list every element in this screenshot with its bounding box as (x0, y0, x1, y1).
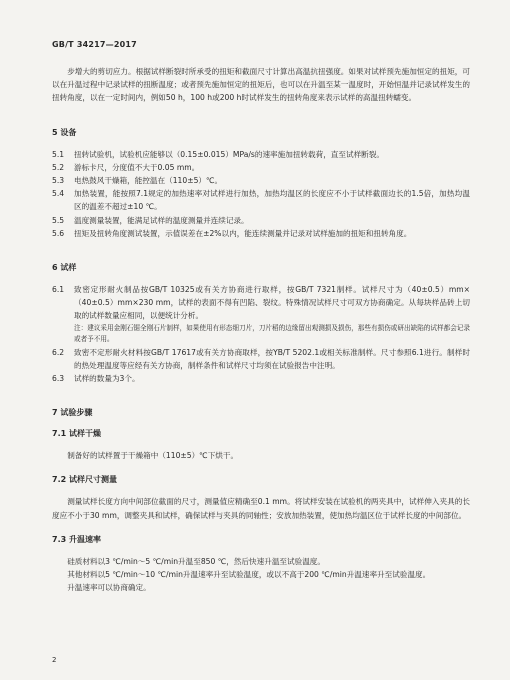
clause-7-3-heading: 7.3 升温速率 (52, 534, 101, 544)
note-6-1: 注：建议采用金刚石锯全刚石片制样，如果使用有形态细刀片，刀片稻的边缘留出观测损及损伤，那些有损伤或研出缺陷的试样都会记录或者予不用。 (74, 323, 470, 344)
clause-7-3-line-2: 其他材料以5 ℃/min～10 ℃/min升温速率升至试验温度，或以不高于200 ℃/min升温速率升至试验温度。 (67, 570, 431, 580)
clause-6-1: 6.1 致密定形耐火制品按GB/T 10325或有关方协商进行取样，按GB/T 7321制样。试样尺寸为（40±0.5）mm×（40±0.5）mm×230 mm，试样的表面不得有凹陷、裂纹。特殊情况试样尺寸可双方协商确定。从每块样品砖上切取的试样数量应相同，以便统计分析。 (52, 285, 470, 321)
standard-header: GB/T 34217—2017 (52, 40, 137, 49)
clause-6-2: 6.2 致密不定形耐火材料按GB/T 17617或有关方协商取样，按YB/T 5202.1或相关标准制样。尺寸参照6.1进行。制样时的热处理温度等应经有关方协商，制样条件和试样尺寸均须在试验报告中注明。 (52, 347, 470, 370)
clause-7-2-text: 测量试样长度方向中间部位截面的尺寸，测量值应精确至0.1 mm。将试样安装在试验机的两夹具中，试样伸入夹具的长度应不小于30 mm，调整夹具和试样，确保试样与夹具的同轴性；安放加热装置，使加热均温区位于试样长度的中间部位。 (52, 497, 470, 520)
clause-5-2: 5.2 游标卡尺，分度值不大于0.05 mm。 (52, 162, 200, 172)
section-6-heading: 6 试样 (52, 263, 77, 273)
clause-5-3: 5.3 电热鼓风干燥箱，能控温在（110±5）℃。 (52, 176, 223, 186)
clause-5-6: 5.6 扭矩及扭转角度测试装置，示值误差在±2%以内，能连续测量并记录对试样施加的扭矩和扭转角度。 (52, 228, 412, 238)
section-5-list (52, 148, 470, 240)
section-7-heading: 7 试验步骤 (52, 408, 93, 418)
clause-5-1: 5.1 扭转试验机，试验机应能够以（0.15±0.015）MPa/s的速率施加扭转载荷，直至试样断裂。 (52, 149, 384, 159)
page-number: 2 (52, 656, 57, 664)
section-5-heading: 5 设备 (52, 127, 77, 137)
clause-5-4: 5.4 加热装置，能按照7.1规定的加热速率对试样进行加热，加热均温区的长度应不小于试样截面边长的1.5倍，加热均温区的温差不超过±10 ℃。 (52, 189, 470, 212)
clause-7-1-heading: 7.1 试样干燥 (52, 429, 101, 439)
intro-paragraph: 步增大的剪切应力。根据试样断裂时所承受的扭矩和截面尺寸计算出高温抗扭强度。如果对试样预先施加恒定的扭矩，可以在升温过程中记录试样的扭断温度；或者预先施加恒定的扭矩后，也可以在升温至某一温度时，开始恒温并记录试样发生的扭转角度，以在一定时间内，例如50 h，100 h或200 h时试样发生的扭转角度来表示试样的高温扭转蠕变。 (52, 67, 470, 103)
clause-5-5: 5.5 温度测量装置，能满足试样的温度测量并连续记录。 (52, 215, 249, 225)
clause-7-3-line-3: 升温速率可以协商确定。 (67, 583, 151, 593)
clause-7-3-line-1: 硅质材料以3 ℃/min～5 ℃/min升温至850 ℃，然后快速升温至试验温度。 (67, 556, 325, 566)
clause-7-1-text: 制备好的试样置于干燥箱中（110±5）℃下烘干。 (67, 451, 239, 461)
clause-6-3: 6.3 试样的数量为3个。 (52, 374, 140, 384)
clause-7-2-heading: 7.2 试样尺寸测量 (52, 475, 117, 485)
